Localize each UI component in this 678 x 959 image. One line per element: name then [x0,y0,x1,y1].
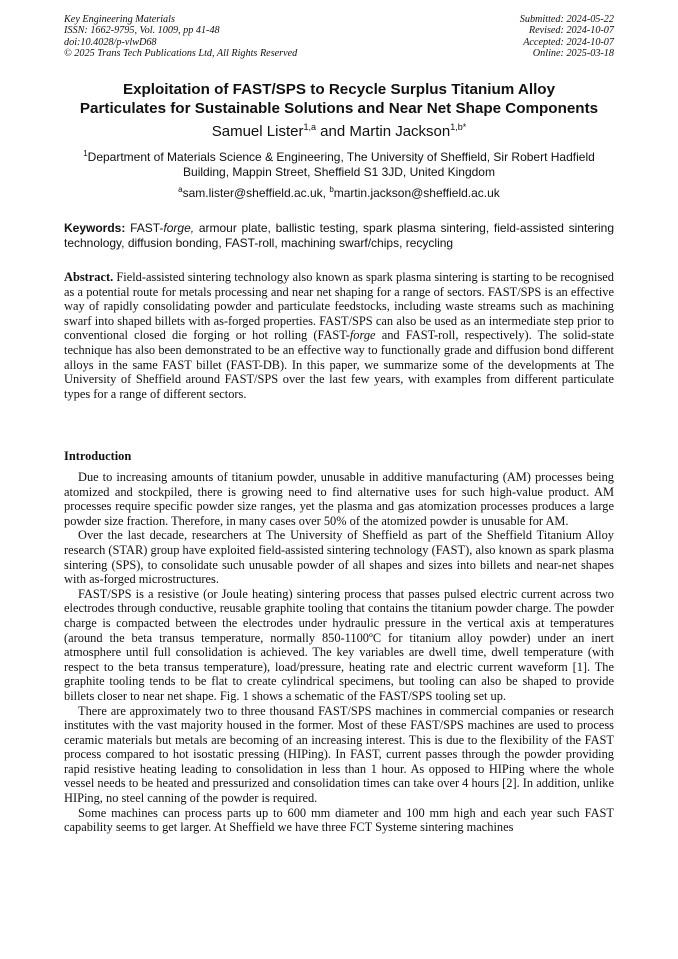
emails [64,186,614,201]
email-a-sup: a [178,185,183,194]
author-1: Samuel Lister [211,123,304,140]
copyright: © 2025 Trans Tech Publications Ltd, All Rights Reserved [64,48,298,60]
keyword-italic: forge, [163,221,195,235]
author-1-sup: 1,a [303,122,316,132]
online-date: Online: 2025-03-18 [532,48,614,60]
title-line-2: Particulates for Sustainable Solutions and Near Net Shape Components [79,100,599,117]
authors-and: and [315,123,350,140]
journal-info [64,14,297,60]
paragraph: Over the last decade, researchers at The University of Sheffield as part of the Sheffield Titanium Alloy research (STAR) group have exploited field-assisted sintering technology (FAST), also known as spark plasma sintering (SPS), to consolidate such unusable powder of all shapes and sizes into billets and near-net shapes with as-forged microstructures. [64,528,614,587]
keywords-label: Keywords: [64,221,126,235]
abstract [64,270,614,401]
keywords-rest: armour plate, ballistic testing, spark plasma sintering, field-assisted sintering technology, diffusion bonding, FAST-roll, machining swarf/chips, recycling [64,221,614,250]
doi: doi:10.4028/p-vlwD68 [64,36,157,48]
abstract-label: Abstract. [64,270,114,284]
authors [40,123,638,141]
abstract-italic: forge [349,328,376,343]
keyword-prefix: FAST- [125,221,164,235]
affiliation-sup: 1 [83,149,88,158]
title-line-1: Exploitation of FAST/SPS to Recycle Surplus Titanium Alloy [122,81,556,98]
email-a: sam.lister@sheffield.ac.uk, [182,186,330,200]
abstract-part-2: and FAST-roll, respectively). The solid-state technique has also been demonstrated to be an effective way to functionally grade and diffusion bond different alloys in the same FAST billet (FAST-DB). In this paper, we summarize some of the developments at The University of Sheffield around FAST/SPS over the last few years, with examples from different particulate types for a range of different sectors. [64,328,614,401]
journal-name: Key Engineering Materials [64,14,175,25]
paragraph: There are approximately two to three thousand FAST/SPS machines in commercial companies or research institutes with the vast majority housed in the former. Most of these FAST/SPS machines are used to process ceramic materials but metals are becoming of an increasing interest. This is due to the flexibility of the FAST process compared to hot isostatic pressing (HIPing). In FAST, current passes through the powder providing rapid resistive heating leading to consolidation in less than 1 hour. As opposed to HIPing where the whole vessel needs to be heated and pressurized and consolidation times can take over 4 hours [2]. In addition, unlike HIPing, no steel canning of the powder is required. [64,703,614,806]
affiliation-text: Department of Materials Science & Engineering, The University of Sheffield, Sir Robert Hadfield Building, Mappin Street, Sheffield S1 3JD, United Kingdom [87,150,595,179]
introduction-heading: Introduction [64,449,132,463]
issn: ISSN: 1662-9795, Vol. 1009, pp 41-48 [64,25,220,37]
accepted-date: Accepted: 2024-10-07 [523,36,614,48]
paragraph: Due to increasing amounts of titanium powder, unusable in additive manufacturing (AM) processes being atomized and stockpiled, there is growing need to find alternative uses for such high-value product. AM processes require specific powder size ranges, yet the plasma and gas atomization processes produces a large powder size fraction. Therefore, in many cases over 50% of the atomized powder is unusable for AM. [64,470,614,528]
revised-date: Revised: 2024-10-07 [528,25,614,37]
dates-info [520,14,614,60]
email-b: martin.jackson@sheffield.ac.uk [333,186,500,200]
paragraph: FAST/SPS is a resistive (or Joule heating) sintering process that passes pulsed electric current across two electrodes through conductive, reusable graphite tooling that contains the titanium powder charge. The powder charge is compacted between the electrodes under hydraulic pressure in the vertical axis at temperatures (around the beta transus temperature, normally 850-1100ºC for titanium alloy powder) under an inert atmosphere until full consolidation is achieved. The key variables are dwell time, dwell temperature (with respect to the beta transus temperature), load/pressure, heating rate and electric current waveform [1]. The graphite tooling tends to be flat to create cylindrical specimens, but tooling can also be shaped to provide billets closer to near net shape. Fig. 1 shows a schematic of the FAST/SPS tooling set up. [64,586,614,703]
keywords [64,221,614,250]
email-b-sup: b [329,185,334,194]
submitted-date: Submitted: 2024-05-22 [519,14,614,25]
author-2: Martin Jackson [349,123,451,140]
paper-title [40,80,638,118]
introduction-body [64,470,614,835]
affiliation [64,150,614,180]
paragraph: Some machines can process parts up to 600 mm diameter and 100 mm high and each year such FAST capability seems to get larger. At Sheffield we have three FCT Systeme sintering machines [64,805,614,835]
abstract-part-1: Field-assisted sintering technology also known as spark plasma sintering is starting to be recognised as a potential route for metals processing and near net shaping for a range of sectors. FAST/SPS is an effective way of rapidly consolidating powder and particulate feedstocks, including waste streams such as machining swarf into shaped billets with as-forged properties. FAST/SPS can also be used as an intermediate step prior to conventional closed die forging or hot rolling (FAST- [64,270,614,343]
author-2-sup: 1,b* [450,122,467,132]
